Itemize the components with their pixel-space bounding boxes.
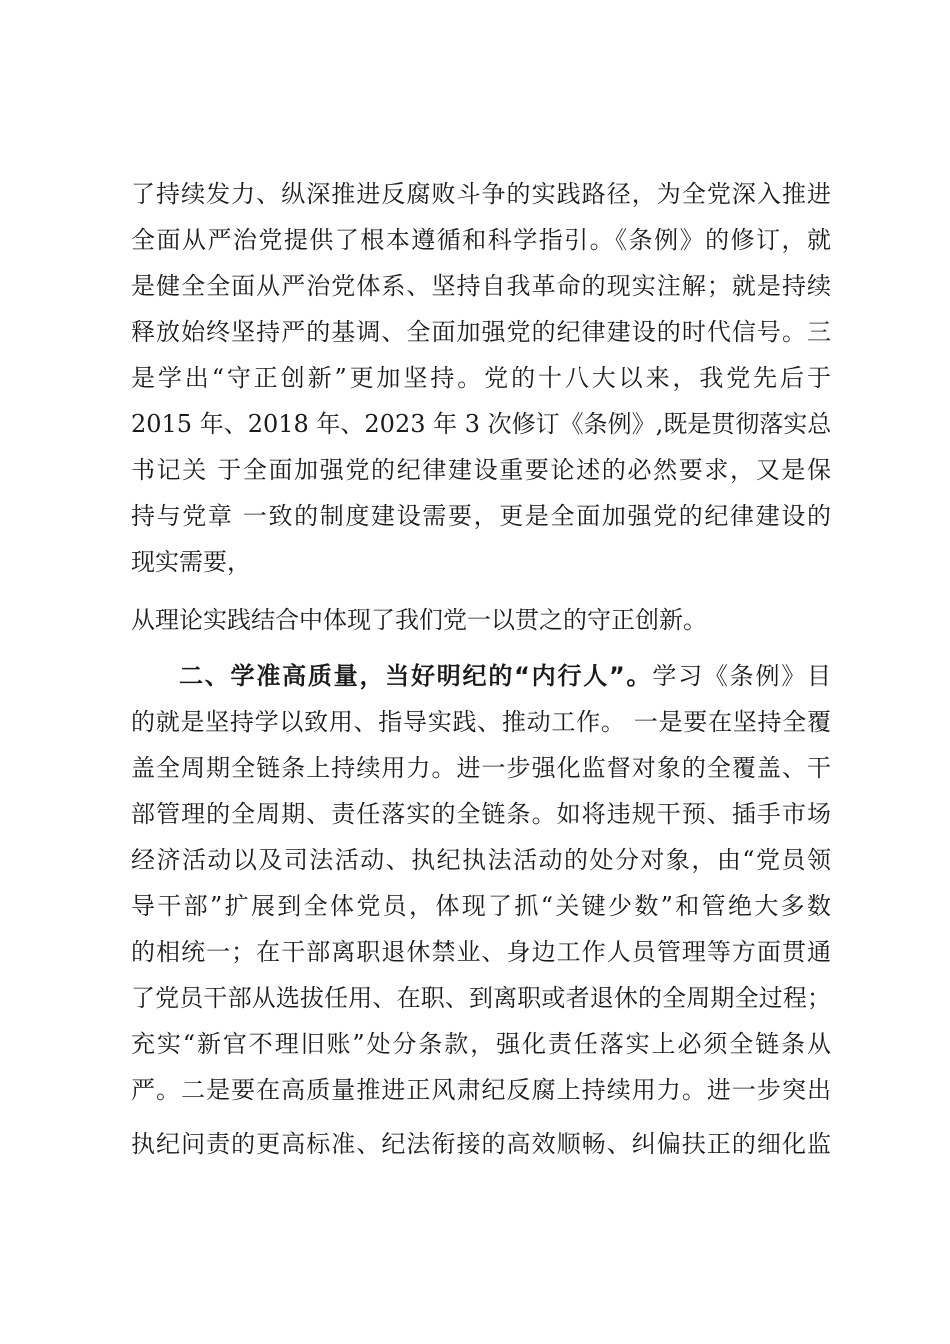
section-lead-text: 学习《条例》目	[652, 662, 831, 690]
paragraph-line: 严。二是要在高质量推进正风肃纪反腐上持续用力。进一步突出	[131, 1076, 831, 1104]
paragraph-line: 部管理的全周期、责任落实的全链条。如将违规干预、插手市场	[131, 800, 831, 828]
paragraph-line: 2015 年、2018 年、2023 年 3 次修订《条例》,既是贯彻落实总	[131, 410, 831, 438]
paragraph-line: 导干部”扩展到全体党员，体现了抓“关键少数”和管绝大多数	[131, 892, 831, 920]
paragraph-line: 执纪问责的更高标准、纪法衔接的高效顺畅、纠偏扶正的细化监	[131, 1130, 831, 1158]
paragraph-line: 的就是坚持学以致用、指导实践、推动工作。 一是要在坚持全覆	[131, 708, 831, 736]
paragraph-line: 的相统一；在干部离职退休禁业、身边工作人员管理等方面贯通	[131, 938, 831, 966]
section-heading: 二、学准高质量，当好明纪的“内行人”。	[179, 662, 653, 690]
paragraph-line: 持与党章 一致的制度建设需要，更是全面加强党的纪律建设的	[131, 502, 831, 530]
paragraph-line: 现实需要，	[131, 548, 251, 576]
paragraph-line: 经济活动以及司法活动、执纪执法活动的处分对象，由“党员领	[131, 846, 831, 874]
paragraph-line: 全面从严治党提供了根本遵循和科学指引。《条例》的修订，就	[131, 226, 831, 254]
paragraph-line: 盖全周期全链条上持续用力。进一步强化监督对象的全覆盖、干	[131, 754, 831, 782]
paragraph-line: 是健全全面从严治党体系、坚持自我革命的现实注解；就是持续	[131, 272, 831, 300]
paragraph-line: 充实“新官不理旧账”处分条款，强化责任落实上必须全链条从	[131, 1030, 831, 1058]
paragraph-line: 书记关 于全面加强党的纪律建设重要论述的必然要求，又是保	[131, 456, 831, 484]
paragraph-line: 释放始终坚持严的基调、全面加强党的纪律建设的时代信号。三	[131, 318, 831, 346]
paragraph-line: 是学出“守正创新”更加坚持。党的十八大以来，我党先后于	[131, 364, 831, 392]
paragraph-line: 了持续发力、纵深推进反腐败斗争的实践路径，为全党深入推进	[131, 180, 831, 208]
paragraph-line: 从理论实践结合中体现了我们党一以贯之的守正创新。	[131, 606, 707, 634]
section-heading-line	[179, 660, 831, 692]
paragraph-line: 了党员干部从选拔任用、在职、到离职或者退休的全周期全过程；	[131, 984, 831, 1012]
